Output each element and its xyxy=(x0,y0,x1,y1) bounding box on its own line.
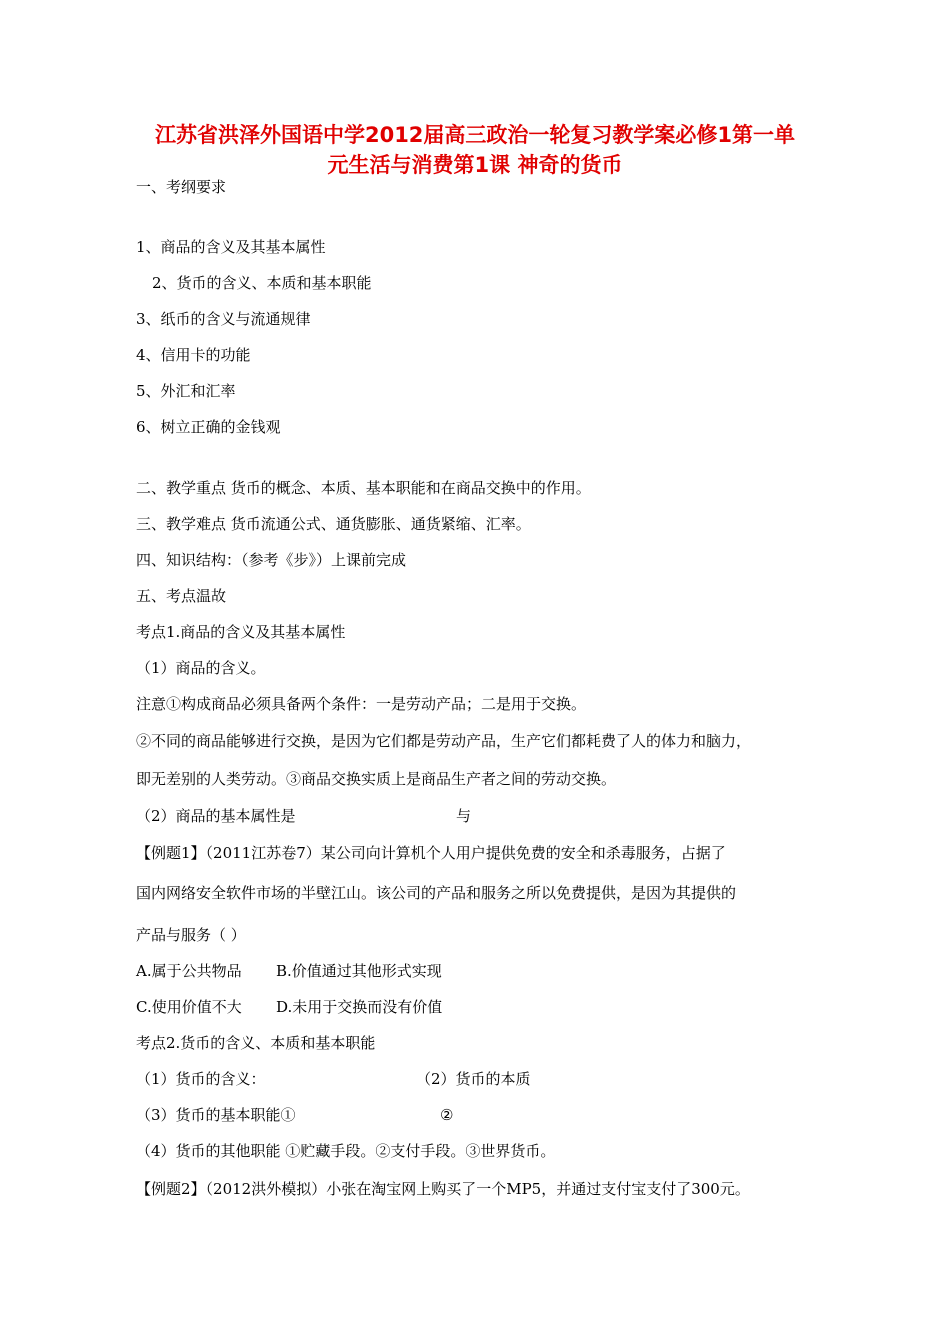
example1-option-a: A.属于公共物品 xyxy=(136,962,242,980)
kp2-question: （4）货币的其他职能 ①贮藏手段。②支付手段。③世界货币。 xyxy=(136,1142,556,1160)
example1-line: 【例题1】（2011江苏卷7）某公司向计算机个人用户提供免费的安全和杀毒服务，占据了 xyxy=(136,844,726,862)
kp2-question-marker: ② xyxy=(440,1106,454,1124)
section-heading-structure: 四、知识结构：（参考《步》）上课前完成 xyxy=(136,551,407,569)
section-heading-difficulties: 三、教学难点 货币流通公式、通货膨胀、通货紧缩、汇率。 xyxy=(136,515,531,533)
syllabus-item: 2、货币的含义、本质和基本职能 xyxy=(152,274,372,292)
example1-option-b: B.价值通过其他形式实现 xyxy=(276,962,442,980)
example2-line: 【例题2】（2012洪外模拟）小张在淘宝网上购买了一个MP5，并通过支付宝支付了300元。 xyxy=(136,1180,750,1198)
document-title-line1: 江苏省洪泽外国语中学2012届高三政治一轮复习教学案必修1第一单 xyxy=(154,123,796,147)
example1-option-d: D.未用于交换而没有价值 xyxy=(276,998,443,1016)
document-title-line2: 元生活与消费第1课 神奇的货币 xyxy=(327,153,623,177)
syllabus-item: 1、商品的含义及其基本属性 xyxy=(136,238,326,256)
kp1-question-connector: 与 xyxy=(456,807,472,825)
example1-option-c: C.使用价值不大 xyxy=(136,998,242,1016)
kp2-question: （2）货币的本质 xyxy=(416,1070,531,1088)
section-heading-key-points: 二、教学重点 货币的概念、本质、基本职能和在商品交换中的作用。 xyxy=(136,479,591,497)
section-heading-syllabus: 一、考纲要求 xyxy=(136,178,227,196)
example1-line: 国内网络安全软件市场的半壁江山。该公司的产品和服务之所以免费提供，是因为其提供的 xyxy=(136,884,737,902)
kp1-heading: 考点1.商品的含义及其基本属性 xyxy=(136,623,346,641)
kp2-question: （3）货币的基本职能① xyxy=(136,1106,296,1124)
syllabus-item: 3、纸币的含义与流通规律 xyxy=(136,310,311,328)
kp1-note: ②不同的商品能够进行交换，是因为它们都是劳动产品，生产它们都耗费了人的体力和脑力， xyxy=(136,732,752,750)
kp1-note: 注意①构成商品必须具备两个条件：一是劳动产品；二是用于交换。 xyxy=(136,695,587,713)
kp1-question: （1）商品的含义。 xyxy=(136,659,266,677)
syllabus-item: 6、树立正确的金钱观 xyxy=(136,418,281,436)
kp2-question: （1）货币的含义： xyxy=(136,1070,266,1088)
kp2-heading: 考点2.货币的含义、本质和基本职能 xyxy=(136,1034,376,1052)
section-heading-review: 五、考点温故 xyxy=(136,587,227,605)
example1-line: 产品与服务（ ） xyxy=(136,926,246,944)
syllabus-item: 4、信用卡的功能 xyxy=(136,346,251,364)
kp1-note: 即无差别的人类劳动。③商品交换实质上是商品生产者之间的劳动交换。 xyxy=(136,770,617,788)
syllabus-item: 5、外汇和汇率 xyxy=(136,382,236,400)
kp1-question: （2）商品的基本属性是 xyxy=(136,807,296,825)
